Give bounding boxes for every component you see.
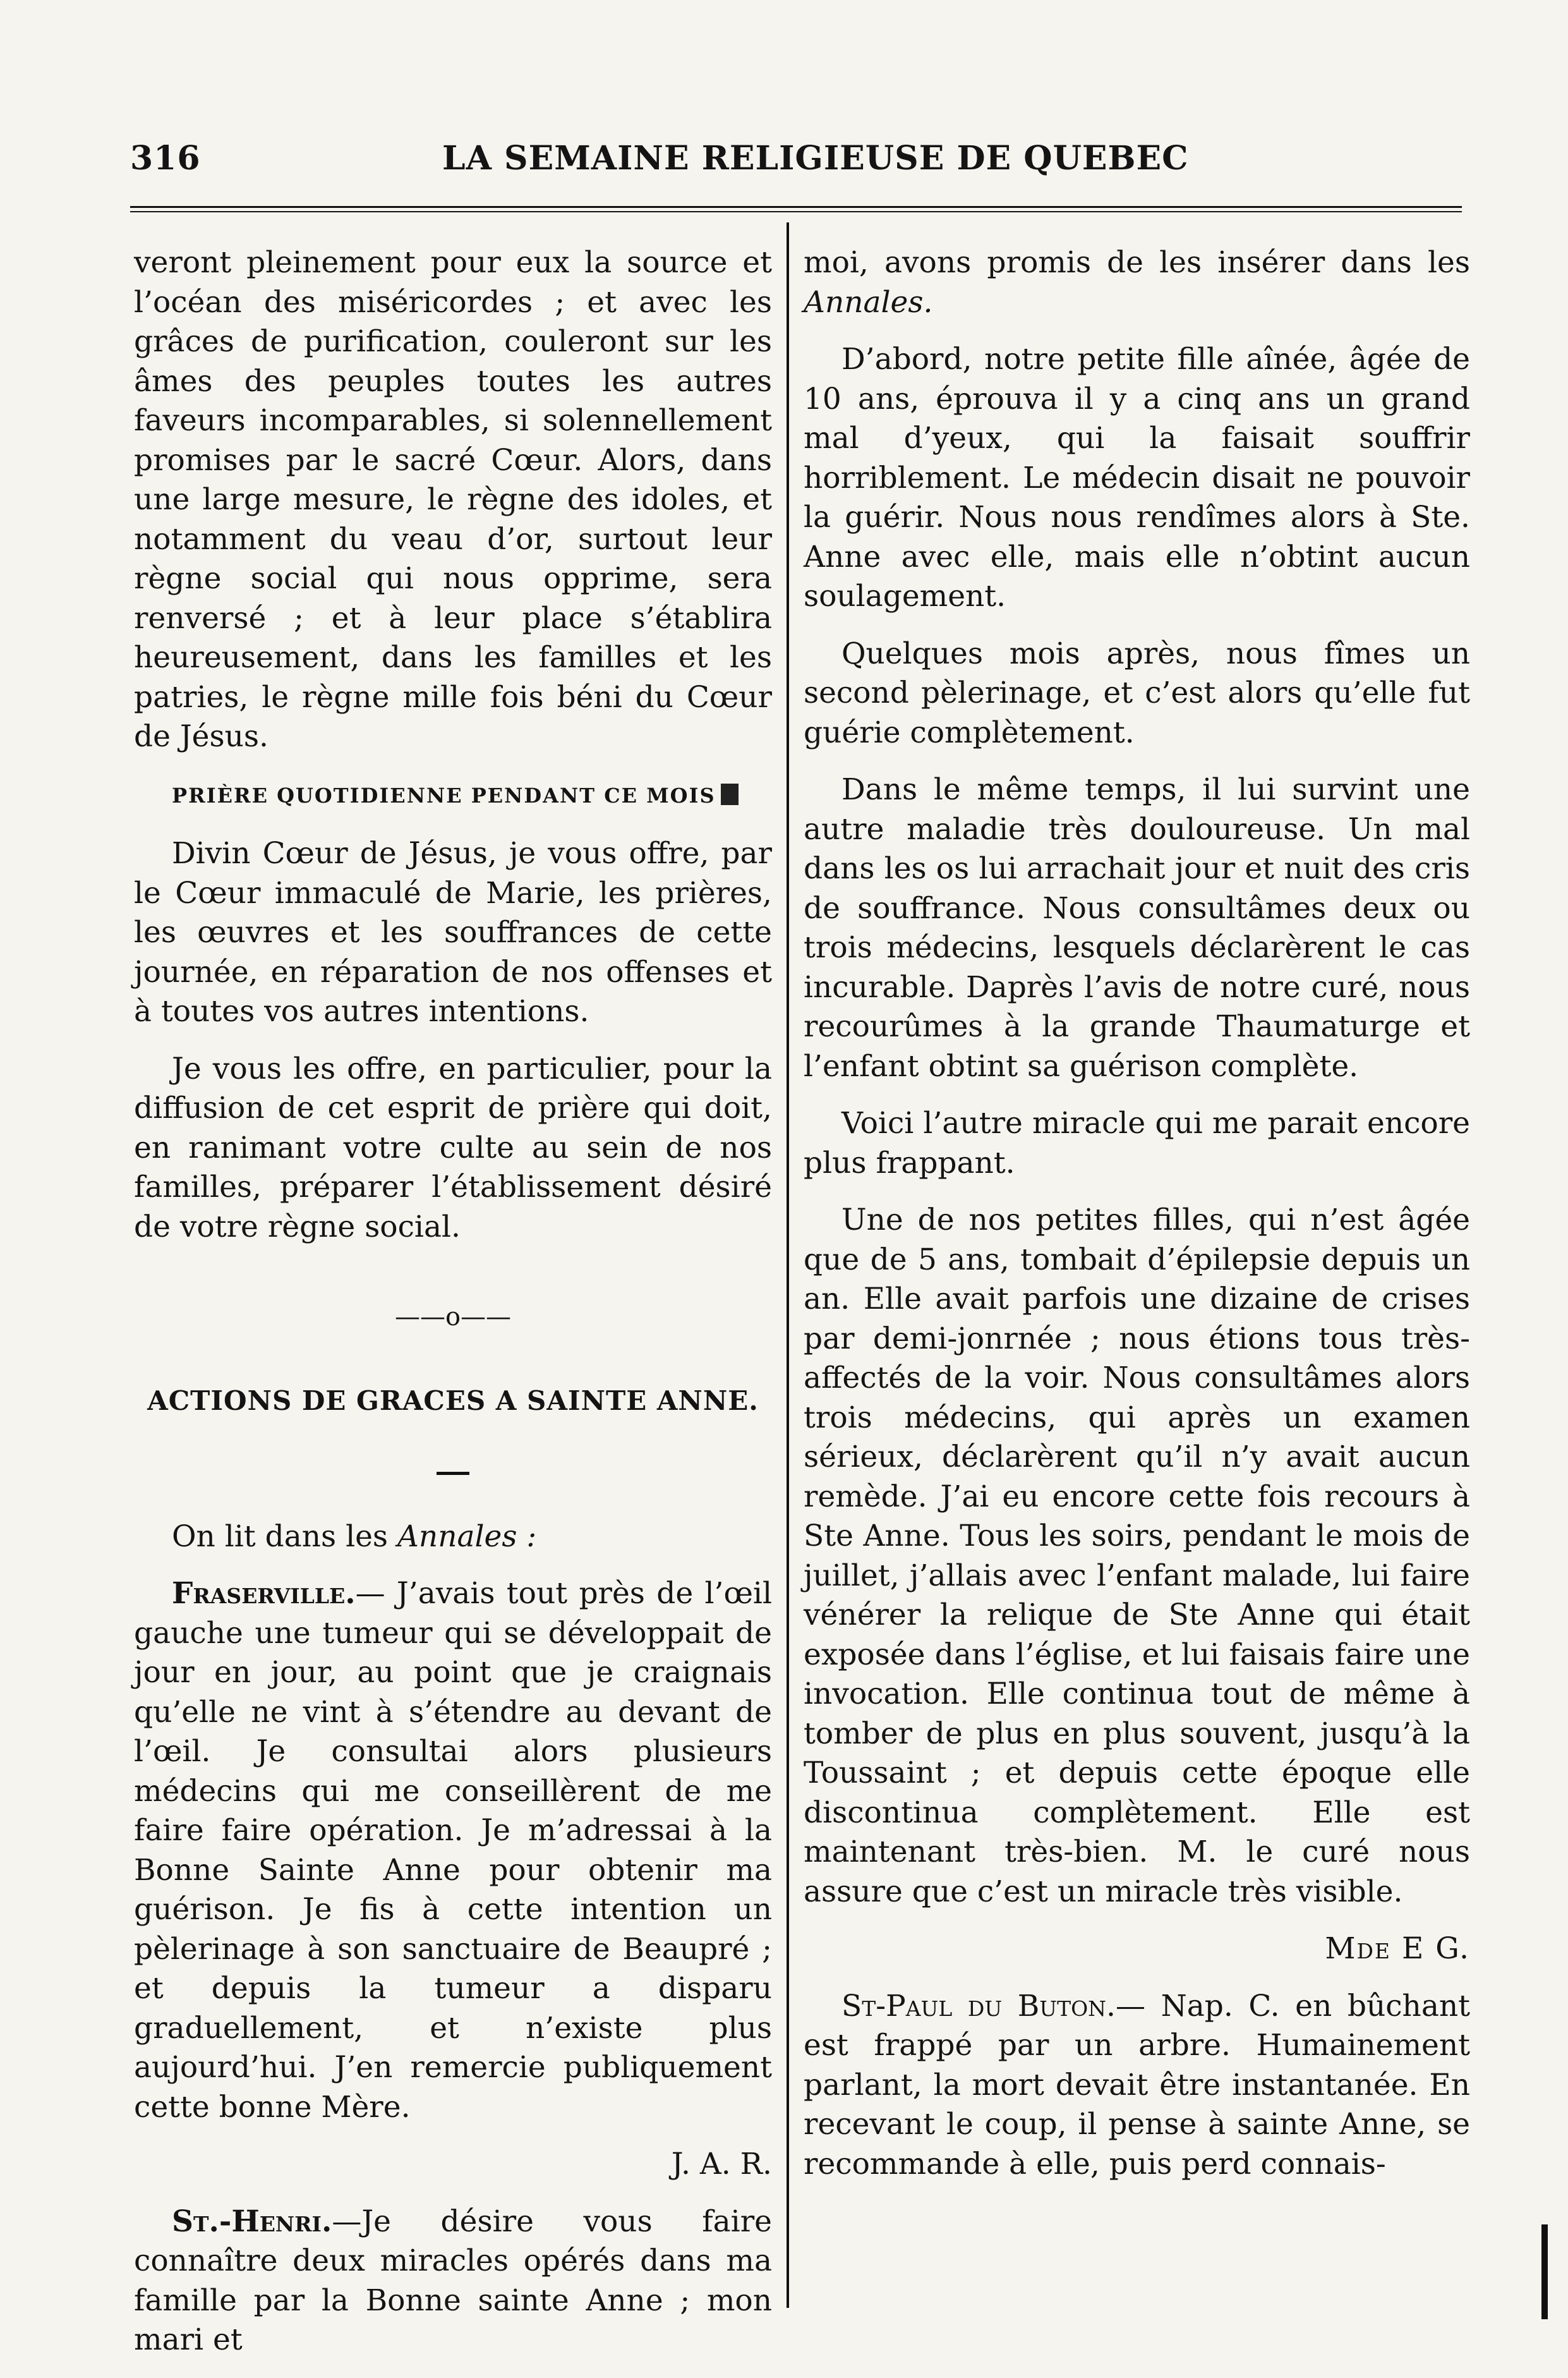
prayer-paragraph-1: Divin Cœur de Jésus, je vous offre, par le Cœur immaculé de Marie, les prières, les œuvres et les souffrances de cette journée, en réparation de nos offenses et à toutes vos autres intentions.: [134, 836, 772, 1029]
column-divider: [787, 222, 789, 2308]
prayer-heading: [134, 776, 772, 816]
left-column: [134, 243, 772, 2378]
section-separator: ——o——: [394, 1302, 512, 1332]
st-paul-paragraph: [804, 1987, 1470, 2185]
page-number: 316: [130, 139, 201, 178]
st-henri-place: St.-Henri.: [172, 2204, 332, 2239]
margin-mark: [1541, 2224, 1548, 2319]
st-henri-paragraph: [134, 2202, 772, 2360]
left-paragraph-1: veront pleinement pour eux la source et l’océan des miséricordes ; et avec les grâces de purification, couleront sur les âmes des peuples toutes les autres faveurs incomparables, si solennellement promises par le sacré Cœur. Alors, dans une large mesure, le règne des idoles, et notamment du veau d’or, surtout leur règne social qui nous opprime, sera renversé ; et à leur place s’établira heureusement, dans les familles et les patries, le règne mille fois béni du Cœur de Jésus.: [134, 245, 772, 754]
header-rule: [130, 206, 1462, 208]
right-paragraph-3: Quelques mois après, nous fîmes un second pèlerinage, et c’est alors qu’elle fut guérie complètement.: [804, 636, 1470, 750]
right-paragraph-4: Dans le même temps, il lui survint une autre maladie très douloureuse. Un mal dans les os lui arrachait jour et nuit des cris de souffrance. Nous consultâmes deux ou trois médecins, lesquels déclarèrent le cas incurable. Daprès l’avis de notre curé, nous recourûmes à la grande Thaumaturge et l’enfant obtint sa guérison complète.: [804, 772, 1470, 1084]
right-paragraph-6: Une de nos petites filles, qui n’est âgée que de 5 ans, tombait d’épilepsie depuis un an. Elle avait parfois une dizaine de crises par demi-jonrnée ; nous étions tous très-affectés de la voir. Nous consultâmes alors trois médecins, qui après un examen sérieux, déclarèrent qu’il n’y avait aucun remède. J’ai eu encore cette fois recours à Ste Anne. Tous les soirs, pendant le mois de juillet, j’allais avec l’enfant malade, lui faire vénérer la relique de Ste Anne qui était exposée dans l’église, et lui faisais faire une invocation. Elle continua tout de même à tomber de plus en plus souvent, jusqu’à la Toussaint ; et depuis cette époque elle discontinua complètement. Elle est maintenant très-bien. M. le curé nous assure que c’est un miracle très visible.: [804, 1203, 1470, 1909]
fraserville-place: Fraserville.: [172, 1576, 356, 1611]
st-paul-place: St-Paul du Buton.: [841, 1988, 1116, 2023]
prayer-paragraph-2: Je vous les offre, en particulier, pour la diffusion de cet esprit de prière qui doit, en ranimant votre culte au sein de nos familles, préparer l’établissement désiré de votre règne social.: [134, 1051, 772, 1244]
right-paragraph-2: D’abord, notre petite fille aînée, âgée de 10 ans, éprouva il y a cinq ans un grand mal d’yeux, qui la faisait souffrir horriblement. Le médecin disait ne pouvoir la guérir. Nous nous rendîmes alors à Ste. Anne avec elle, mais elle n’obtint aucun soulagement.: [804, 342, 1470, 614]
heading-dash: [134, 1446, 772, 1486]
right-paragraph-5: Voici l’autre miracle qui me parait encore plus frappant.: [804, 1106, 1470, 1180]
right-paragraph-1: [804, 243, 1470, 322]
section-heading: ACTIONS DE GRACES A SAINTE ANNE.: [147, 1385, 759, 1416]
right-column: [804, 243, 1470, 2202]
intro-paragraph: [134, 1517, 772, 1557]
fraserville-text: — J’avais tout près de l’œil gauche une tumeur qui se développait de jour en jour, au point que je craignais qu’elle ne vint à s’étendre au devant de l’œil. Je consultai alors plusieurs médecins qui me conseillèrent de me faire faire opération. Je m’adressai à la Bonne Sainte Anne pour obtenir ma guérison. Je fis à cette intention un pèlerinage à son sanctuaire de Beaupré ; et depuis la tumeur a disparu graduellement, et n’existe plus aujourd’hui. J’en remercie publiquement cette bonne Mère.: [134, 1576, 772, 2125]
right-paragraph-1-text: moi, avons promis de les insérer dans les: [804, 245, 1470, 280]
running-title: LA SEMAINE RELIGIEUSE DE QUEBEC: [442, 139, 1189, 178]
header-rule-thin: [130, 211, 1462, 212]
intro-prefix: On lit dans les: [172, 1519, 397, 1554]
st-paul-text: — Nap. C. en bûchant est frappé par un arbre. Humainement parlant, la mort devait être instantanée. En recevant le coup, il pense à sainte Anne, se recommande à elle, puis perd connais-: [804, 1988, 1471, 2181]
prayer-heading-text: PRIÈRE QUOTIDIENNE PENDANT CE MOIS: [172, 783, 716, 808]
right-paragraph-1-source: Annales.: [804, 284, 933, 320]
st-henri-text: —Je désire vous faire connaître deux miracles opérés dans ma famille par la Bonne sainte Anne ; mon mari et: [134, 2204, 772, 2357]
fraserville-paragraph: [134, 1574, 772, 2127]
right-signature: Mde E G.: [1325, 1931, 1470, 1966]
intro-source: Annales :: [397, 1519, 537, 1554]
fraserville-signature: J. A. R.: [671, 2147, 772, 2181]
ink-mark-icon: [721, 784, 739, 805]
